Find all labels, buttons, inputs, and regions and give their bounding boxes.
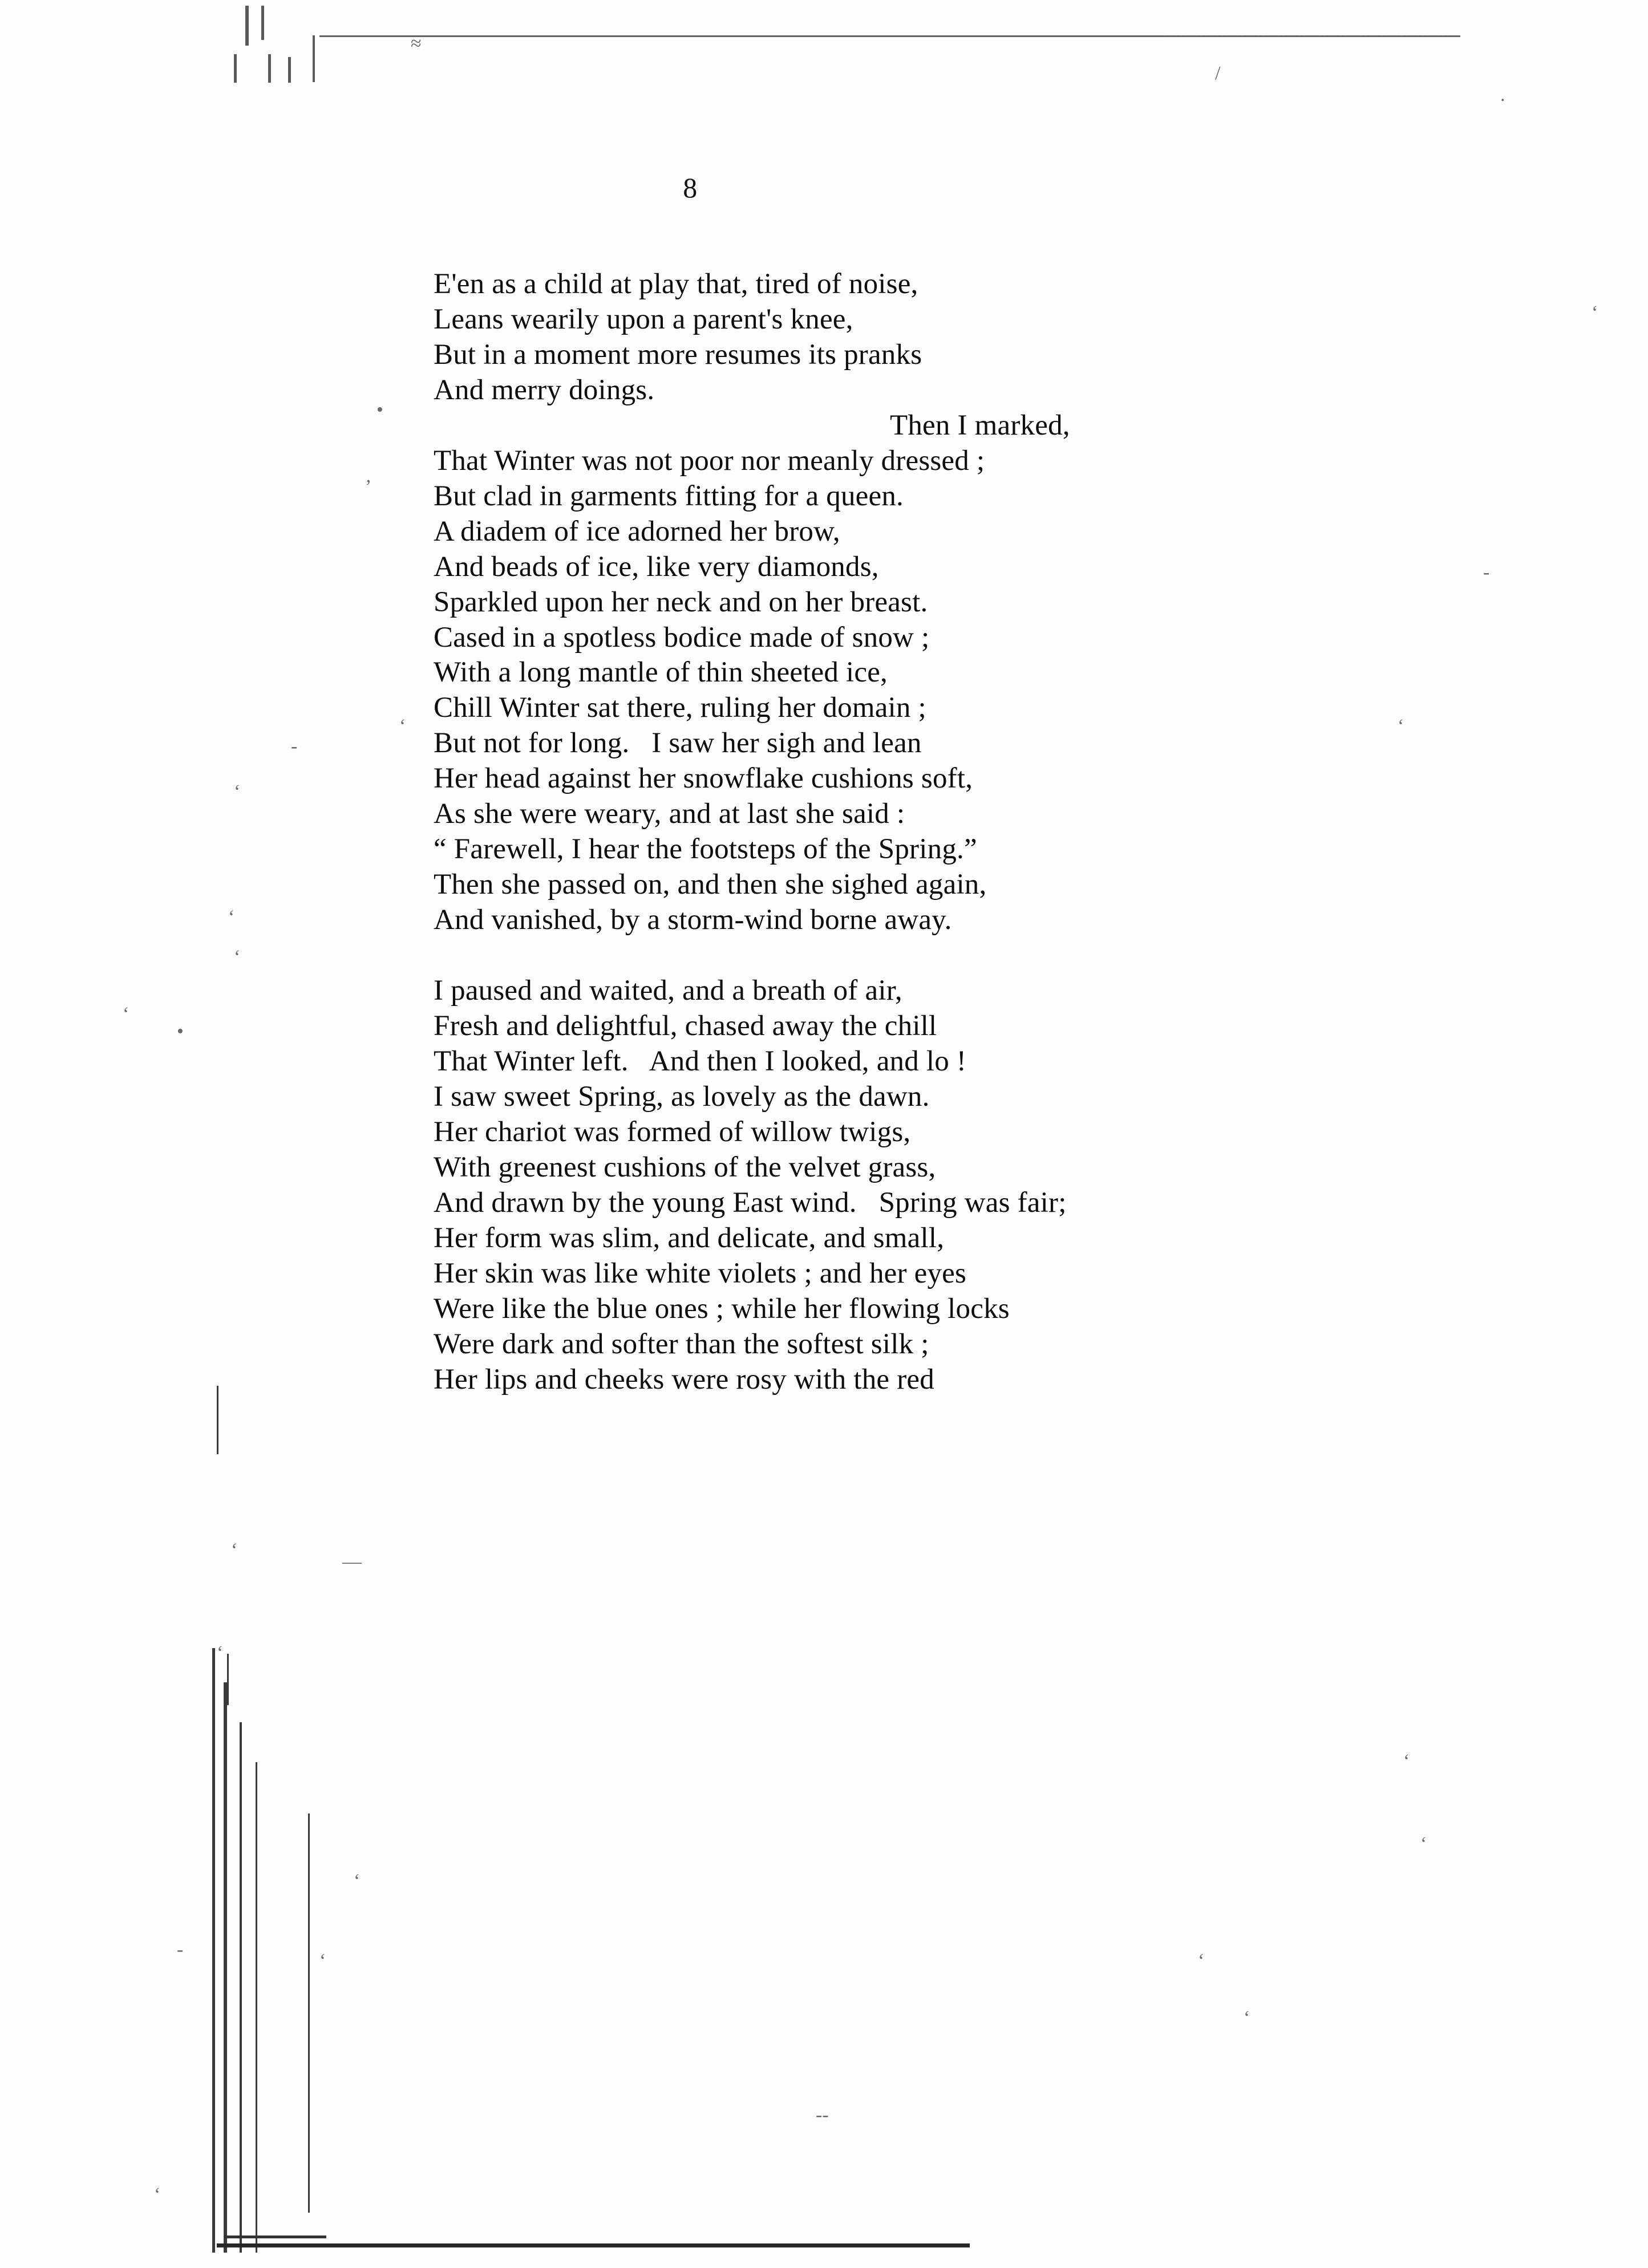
scan-mark: ‘ <box>1398 716 1404 737</box>
poem-line: Her skin was like white violets ; and her eyes <box>434 1257 967 1289</box>
poem-line: Then I marked, <box>890 409 1070 441</box>
scan-mark: - <box>177 1939 184 1960</box>
scan-mark: ‘ <box>1420 1833 1427 1855</box>
poem-line: “ Farewell, I hear the footsteps of the Spring.” <box>434 833 977 866</box>
scan-mark: ‘ <box>228 907 235 928</box>
scan-mark: ‘ <box>217 1642 224 1664</box>
poem-line: Fresh and delightful, chased away the chill <box>434 1010 937 1042</box>
poem-line: But in a moment more resumes its pranks <box>434 338 922 371</box>
gutter-line <box>212 1648 215 2253</box>
page-bottom-edge <box>217 2243 970 2247</box>
scan-mark: ≈ <box>411 33 422 54</box>
poem-line: Sparkled upon her neck and on her breast. <box>434 586 928 618</box>
gutter-line <box>227 1654 229 1705</box>
page-number: 8 <box>683 172 698 204</box>
scan-mark: — <box>342 1551 362 1572</box>
poem-line: A diadem of ice adorned her brow, <box>434 515 840 547</box>
scan-mark: ‘ <box>234 781 241 802</box>
stanza <box>434 267 1517 938</box>
scan-mark: -- <box>816 2104 829 2125</box>
poem-line: Were like the blue ones ; while her flowing locks <box>434 1292 1010 1325</box>
poem-line: Were dark and softer than the softest silk ; <box>434 1328 929 1360</box>
poem-line: Chill Winter sat there, ruling her domain ; <box>434 692 926 724</box>
poem-line: Her form was slim, and delicate, and small, <box>434 1222 945 1254</box>
poem-line: That Winter left. And then I looked, and lo ! <box>434 1045 967 1078</box>
scan-mark: ‘ <box>123 1004 129 1025</box>
page-bottom-edge-secondary <box>224 2235 326 2238</box>
scan-mark: • <box>376 399 383 420</box>
poem-line: Her head against her snowflake cushions soft, <box>434 762 973 795</box>
poem-line: But clad in garments fitting for a queen. <box>434 480 904 512</box>
scan-mark: - <box>1483 562 1490 583</box>
scan-mark: ‘ <box>1244 2007 1250 2028</box>
poem-line: That Winter was not poor nor meanly dressed ; <box>434 444 985 477</box>
gutter-line <box>217 1386 218 1454</box>
scan-mark: ’ <box>365 476 372 497</box>
gutter-line <box>224 1682 227 2253</box>
gutter-line <box>240 1722 242 2253</box>
poem-line: I saw sweet Spring, as lovely as the dawn. <box>434 1080 930 1113</box>
poem-line: Then she passed on, and then she sighed again, <box>434 869 987 901</box>
scan-mark: ‘ <box>1403 1751 1410 1772</box>
scan-mark: / <box>1215 63 1221 84</box>
scan-mark: . <box>1500 84 1505 106</box>
poem-line: E'en as a child at play that, tired of noise, <box>434 268 918 300</box>
poem-line: Cased in a spotless bodice made of snow ; <box>434 621 930 654</box>
poem-line: As she were weary, and at last she said : <box>434 798 905 830</box>
scan-mark: ‘ <box>1592 302 1598 323</box>
poem-line: And merry doings. <box>434 374 655 406</box>
poem-line: And vanished, by a storm-wind borne away. <box>434 904 952 936</box>
scan-mark: - <box>291 736 298 757</box>
stanza <box>434 973 1517 1397</box>
poem-line: Her chariot was formed of willow twigs, <box>434 1115 911 1148</box>
scan-mark: ‘ <box>1198 1950 1205 1971</box>
stanza-container <box>434 267 1517 1398</box>
gutter-line <box>308 1813 310 2213</box>
poem-line: And beads of ice, like very diamonds, <box>434 550 879 583</box>
poem-line: I paused and waited, and a breath of air, <box>434 975 902 1007</box>
poem-line: With greenest cushions of the velvet grass, <box>434 1151 936 1183</box>
scan-mark: ‘ <box>319 1950 326 1971</box>
scan-mark: ‘ <box>231 1540 238 1561</box>
scan-mark: ‘ <box>234 947 241 968</box>
poem-line: Her lips and cheeks were rosy with the red <box>434 1363 934 1395</box>
gutter-line <box>256 1762 257 2253</box>
scan-mark: ‘ <box>399 716 406 737</box>
poem-line: With a long mantle of thin sheeted ice, <box>434 656 888 689</box>
poem-text-block <box>434 171 1517 1433</box>
poem-line: But not for long. I saw her sigh and lean <box>434 727 922 760</box>
page-edge-rule-dashed <box>1164 35 1460 37</box>
poem-line: And drawn by the young East wind. Spring was fair; <box>434 1186 1067 1219</box>
scan-mark: ‘ <box>154 2184 161 2205</box>
poem-line: Leans wearily upon a parent's knee, <box>434 303 853 335</box>
page-gutter <box>0 0 319 2268</box>
scan-mark: • <box>177 1021 184 1042</box>
scan-mark: ‘ <box>354 1871 361 1892</box>
